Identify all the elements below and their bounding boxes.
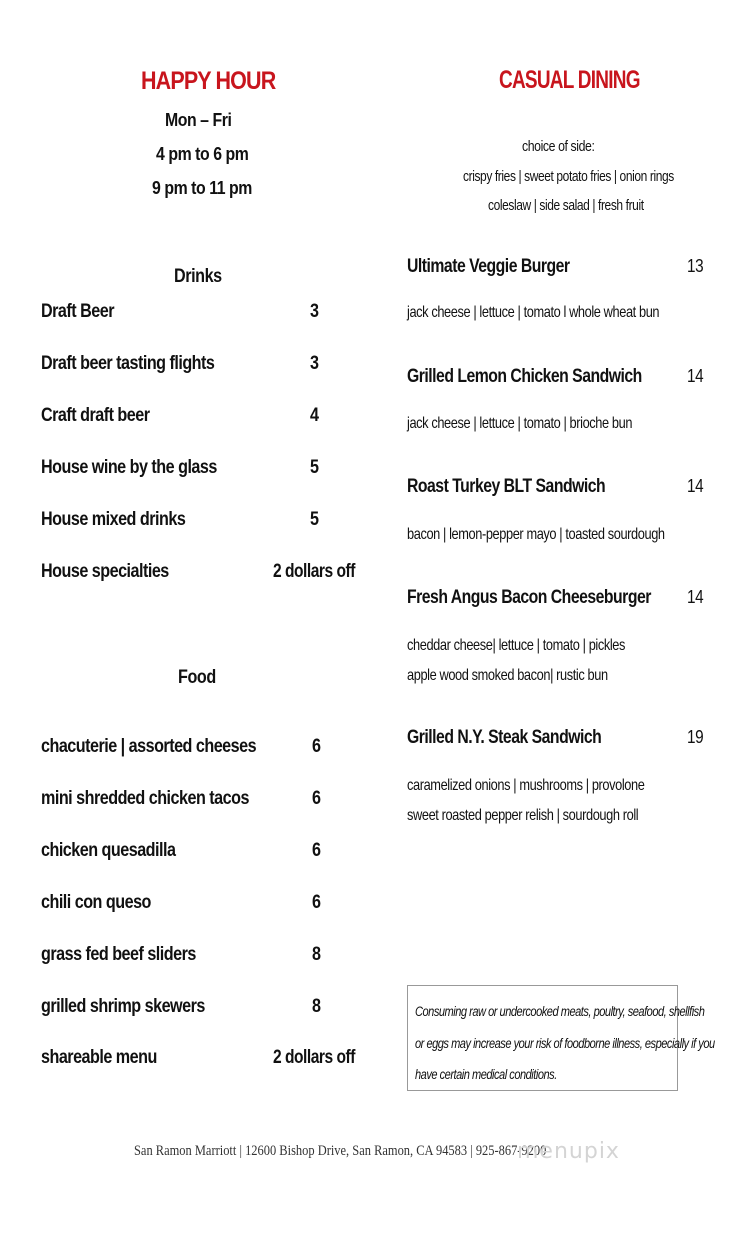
drink-item-price: 5 [310, 509, 319, 530]
happy-hour-time-2: 9 pm to 11 pm [152, 178, 252, 198]
drink-item-price: 5 [310, 457, 319, 478]
drink-item-name: Draft beer tasting flights [41, 353, 215, 374]
dish-description: jack cheese | lettuce | tomato l whole wheat bun [407, 304, 660, 321]
casual-dining-title: CASUAL DINING [499, 66, 640, 94]
dish-description: jack cheese | lettuce | tomato | brioche bun [407, 415, 633, 432]
food-item-price: 8 [312, 944, 321, 965]
menupix-watermark: menupix [517, 1139, 620, 1164]
dish-description: sweet roasted pepper relish | sourdough roll [407, 807, 639, 824]
side-choice-line-2: coleslaw | side salad | fresh fruit [488, 197, 644, 214]
disclaimer-line: Consuming raw or undercooked meats, poultry, seafood, shellfish [415, 1004, 705, 1019]
food-item-name: grass fed beef sliders [41, 944, 196, 965]
food-item-price: 6 [312, 840, 321, 861]
side-choice-line-1: crispy fries | sweet potato fries | onion rings [463, 168, 674, 185]
food-item-price: 2 dollars off [273, 1047, 355, 1068]
disclaimer-line: or eggs may increase your risk of foodborne illness, especially if you [415, 1036, 715, 1051]
food-item-price: 6 [312, 736, 321, 757]
food-item-name: chicken quesadilla [41, 840, 176, 861]
dish-name: Roast Turkey BLT Sandwich [407, 476, 606, 497]
dish-name: Fresh Angus Bacon Cheeseburger [407, 587, 651, 608]
drink-item-name: House wine by the glass [41, 457, 217, 478]
drink-item-name: House specialties [41, 561, 169, 582]
dish-price: 19 [687, 727, 704, 747]
food-item-name: grilled shrimp skewers [41, 996, 205, 1017]
food-item-price: 8 [312, 996, 321, 1017]
food-item-price: 6 [312, 892, 321, 913]
dish-price: 14 [687, 366, 704, 386]
drink-item-name: House mixed drinks [41, 509, 186, 530]
dish-price: 14 [687, 587, 704, 607]
food-item-name: mini shredded chicken tacos [41, 788, 249, 809]
food-item-price: 6 [312, 788, 321, 809]
drink-item-price: 4 [310, 405, 319, 426]
drinks-heading: Drinks [174, 266, 222, 287]
dish-price: 14 [687, 476, 704, 496]
happy-hour-time-1: 4 pm to 6 pm [156, 144, 249, 164]
food-item-name: chili con queso [41, 892, 151, 913]
dish-name: Grilled Lemon Chicken Sandwich [407, 366, 642, 387]
drink-item-price: 3 [310, 301, 319, 322]
side-choice-label: choice of side: [522, 138, 595, 155]
dish-name: Grilled N.Y. Steak Sandwich [407, 727, 602, 748]
food-item-name: shareable menu [41, 1047, 157, 1068]
dish-description: caramelized onions | mushrooms | provolone [407, 777, 645, 794]
footer-address: San Ramon Marriott | 12600 Bishop Drive, San Ramon, CA 94583 | 925-867-9200 [134, 1143, 547, 1159]
happy-hour-days: Mon – Fri [165, 110, 232, 130]
food-item-name: chacuterie | assorted cheeses [41, 736, 257, 757]
food-safety-disclaimer [407, 985, 715, 1091]
happy-hour-title: HAPPY HOUR [141, 67, 276, 95]
disclaimer-line: have certain medical conditions. [415, 1067, 557, 1082]
dish-price: 13 [687, 256, 704, 276]
dish-description: bacon | lemon-pepper mayo | toasted sourdough [407, 526, 665, 543]
drink-item-name: Draft Beer [41, 301, 114, 322]
dish-name: Ultimate Veggie Burger [407, 256, 570, 277]
drink-item-price: 3 [310, 353, 319, 374]
drink-item-name: Craft draft beer [41, 405, 150, 426]
dish-description: cheddar cheese| lettuce | tomato | pickles [407, 637, 626, 654]
drink-item-price: 2 dollars off [273, 561, 355, 582]
food-heading: Food [178, 667, 216, 688]
dish-description: apple wood smoked bacon| rustic bun [407, 667, 608, 684]
